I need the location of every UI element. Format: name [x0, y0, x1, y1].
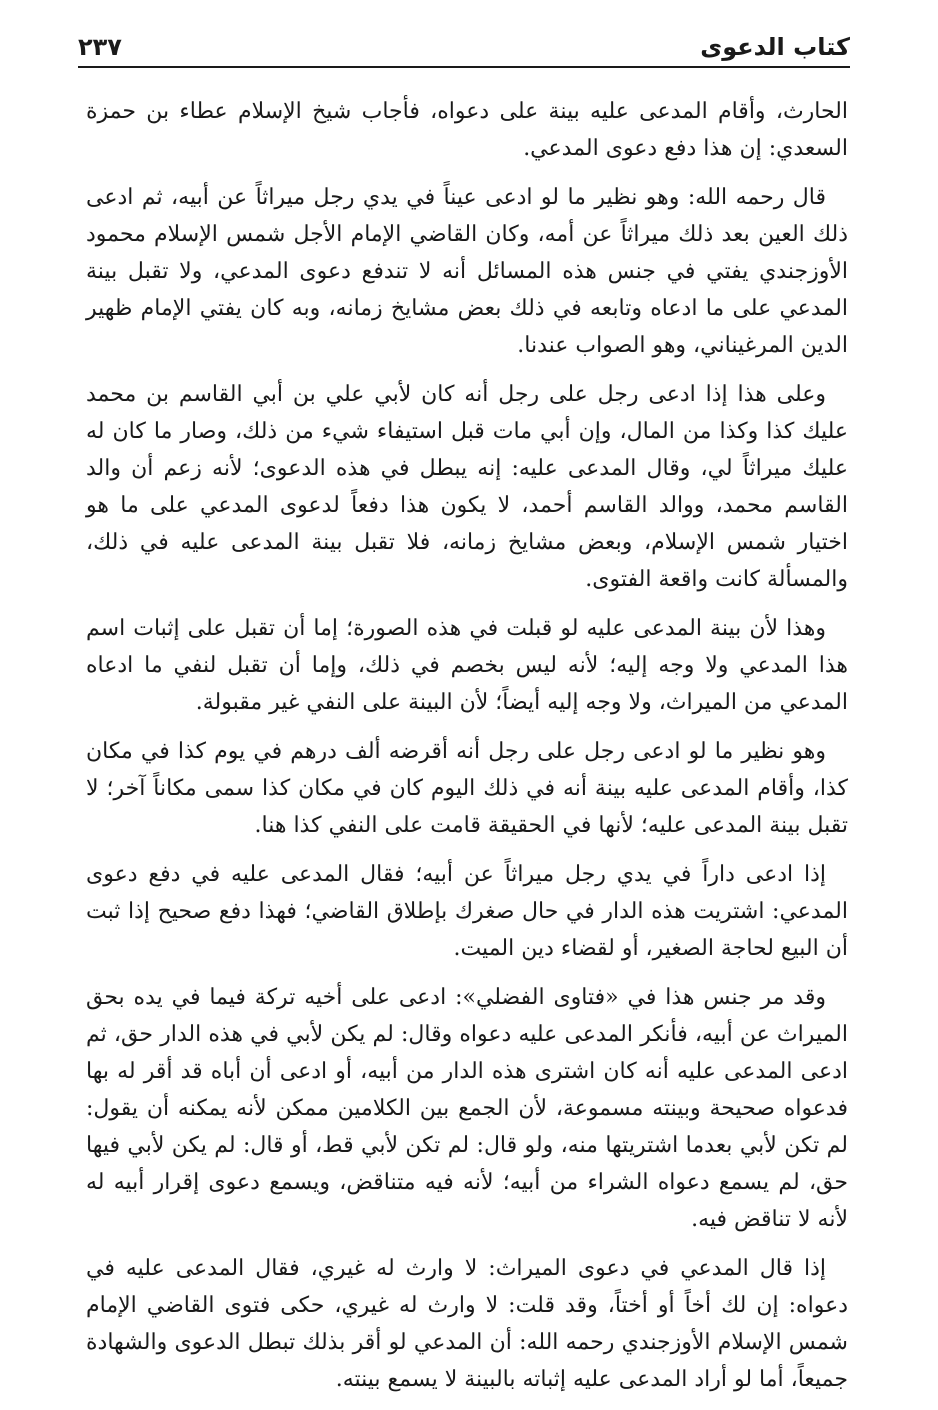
paragraph-1: الحارث، وأقام المدعى عليه بينة على دعواه، فأجاب شيخ الإسلام عطاء بن حمزة السعدي: إن هذا دفع دعوى المدعي.: [86, 99, 848, 161]
page-number: ٢٣٧: [78, 33, 122, 61]
paragraph-8: إذا قال المدعي في دعوى الميراث: لا وارث له غيري، فقال المدعى عليه في دعواه: إن لك أخاً أو أختاً، وقد قلت: لا وارث له غيري، حكى فتوى القاضي الإمام شمس الإسلام الأوزجندي رحمه الله: أن المدعي لو أقر بذلك تبطل الدعوى والشهادة جميعاً، أما لو أراد المدعى عليه إثباته بالبينة لا يسمع بينته.: [86, 1256, 848, 1392]
body-text: [86, 93, 848, 1410]
page-header: [78, 22, 850, 68]
paragraph-3: وعلى هذا إذا ادعى رجل على رجل أنه كان لأبي علي بن أبي القاسم بن محمد عليك كذا وكذا من المال، وإن أبي مات قبل استيفاء شيء من ذلك، وصار ما كان له عليك ميراثاً لي، وقال المدعى عليه: إنه يبطل في هذه الدعوى؛ لأنه زعم أن والد القاسم محمد، ووالد القاسم أحمد، لا يكون هذا دفعاً لدعوى المدعي على ما هو اختيار شمس الإسلام، وبعض مشايخ زمانه، فلا تقبل بينة المدعى عليه في ذلك، والمسألة كانت واقعة الفتوى.: [86, 382, 848, 592]
running-title: كتاب الدعوى: [700, 33, 850, 61]
paragraph-7: وقد مر جنس هذا في «فتاوى الفضلي»: ادعى على أخيه تركة فيما في يده بحق الميراث عن أبيه، فأنكر المدعى عليه دعواه وقال: لم يكن لأبي في هذه الدار حق، ثم ادعى المدعى عليه أنه كان اشترى هذه الدار من أبيه، أو ادعى أن أباه قد أقر له بها فدعواه صحيحة وبينته مسموعة، لأن الجمع بين الكلامين ممكن لأنه يمكنه أن يقول: لم تكن لأبي بعدما اشتريتها منه، ولو قال: لم تكن لأبي قط، أو قال: لم يكن لأبي فيها حق، لم يسمع دعواه الشراء من أبيه؛ لأنه فيه متناقض، ويسمع دعوى إقرار أبيه له لأنه لا تناقض فيه.: [86, 985, 848, 1232]
paragraph-5: وهو نظير ما لو ادعى رجل على رجل أنه أقرضه ألف درهم في يوم كذا في مكان كذا، وأقام المدعى عليه بينة أنه في ذلك اليوم كان في مكان كذا سمى مكاناً آخر؛ لا تقبل بينة المدعى عليه؛ لأنها في الحقيقة قامت على النفي كذا هنا.: [86, 739, 848, 838]
header-divider: [78, 66, 850, 68]
paragraph-6: إذا ادعى داراً في يدي رجل ميراثاً عن أبيه؛ فقال المدعى عليه في دفع دعوى المدعي: اشتريت هذه الدار في حال صغرك بإطلاق القاضي؛ فهذا دفع صحيح إذا ثبت أن البيع لحاجة الصغير، أو لقضاء دين الميت.: [86, 862, 848, 961]
paragraph-2: قال رحمه الله: وهو نظير ما لو ادعى عيناً في يدي رجل ميراثاً عن أبيه، ثم ادعى ذلك العين بعد ذلك ميراثاً عن أمه، وكان القاضي الإمام الأجل شمس الإسلام محمود الأوزجندي يفتي في جنس هذه المسائل أنه لا تندفع دعوى المدعي، ولا تقبل بينة المدعي على ما ادعاه وتابعه في ذلك بعض مشايخ زمانه، وبه كان يفتي الإمام ظهير الدين المرغيناني، وهو الصواب عندنا.: [86, 185, 848, 358]
paragraph-4: وهذا لأن بينة المدعى عليه لو قبلت في هذه الصورة؛ إما أن تقبل على إثبات اسم هذا المدعي ولا وجه إليه؛ لأنه ليس بخصم في ذلك، وإما أن تقبل لنفي ما ادعاه المدعي من الميراث، ولا وجه إليه أيضاً؛ لأن البينة على النفي غير مقبولة.: [86, 616, 848, 715]
